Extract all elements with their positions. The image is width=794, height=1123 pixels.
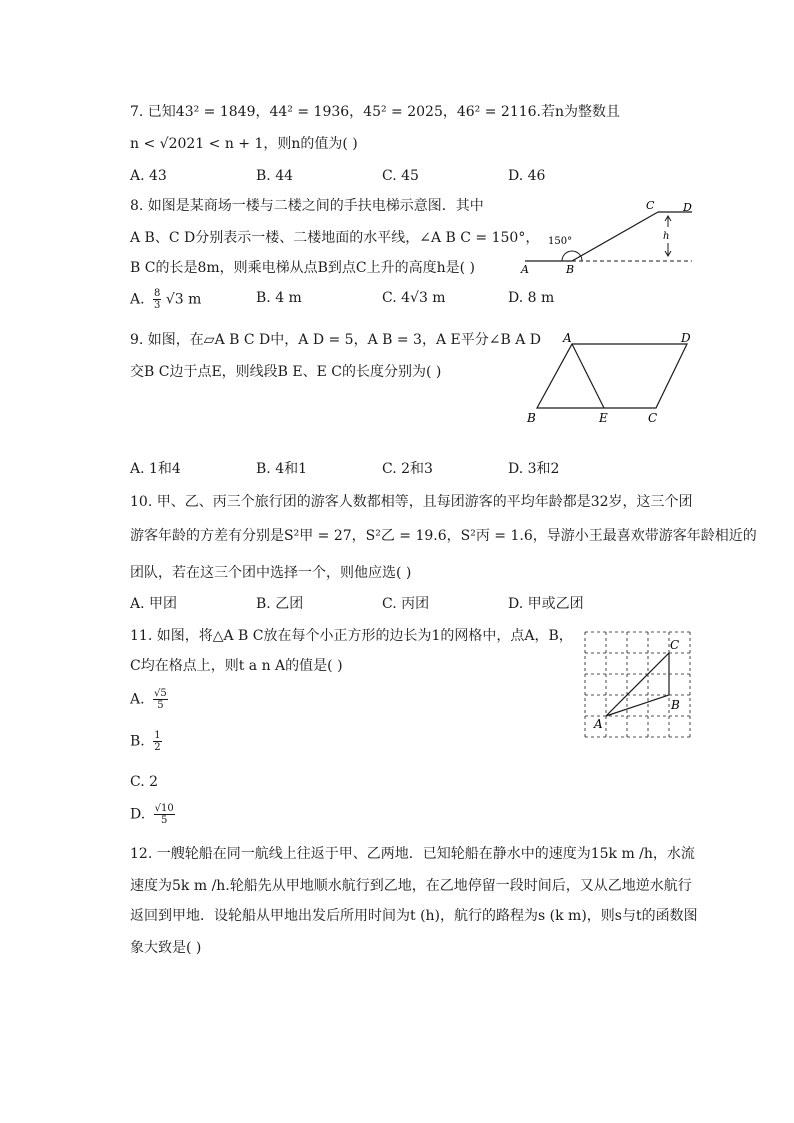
q11-option-d-fraction: $\frac{√10}{5}$ — [154, 803, 174, 826]
q10-option-d[interactable]: D. 甲或乙团 — [508, 596, 584, 612]
q11-option-b-fraction: $\frac{1}{2}$ — [154, 730, 161, 753]
q10-option-c[interactable]: C. 丙团 — [382, 596, 430, 612]
q9-line1: 9. 如图，在▱A B C D中，A D = 5，A B = 3，A E平分∠B A D — [130, 332, 542, 348]
q8-angle-label: 150° — [548, 236, 573, 247]
q11-label-a: A — [594, 717, 603, 731]
q10-line1: 10. 甲、乙、丙三个旅行团的游客人数都相等，且每团游客的平均年龄都是32岁，这三个团 — [130, 494, 693, 510]
q11-option-a[interactable]: A. $\frac{√5}{5}$ — [130, 688, 167, 711]
q11-label-c: C — [670, 638, 680, 652]
q10-option-a[interactable]: A. 甲团 — [130, 596, 178, 612]
q8-label-c: C — [646, 199, 655, 212]
q8-option-d[interactable]: D. 8 m — [508, 290, 555, 306]
q9-option-a[interactable]: A. 1和4 — [130, 461, 181, 477]
q11-option-c[interactable]: C. 2 — [130, 774, 159, 790]
q10-line2: 游客年龄的方差有分别是S²甲 = 27，S²乙 = 19.6，S²丙 = 1.6，导游小王最喜欢带游客年龄相近的 — [130, 528, 757, 544]
q8-line2: A B、C D分别表示一楼、二楼地面的水平线，∠A B C = 150°， — [130, 230, 540, 246]
q9-option-b[interactable]: B. 4和1 — [256, 461, 308, 477]
q9-label-d: D — [681, 331, 691, 345]
q8-label-d: D — [683, 201, 692, 214]
q7-option-d[interactable]: D. 46 — [508, 168, 546, 184]
q12-line3: 返回到甲地．设轮船从甲地出发后所用时间为t (h)，航行的路程为s (k m)，则s与t的函数图 — [130, 908, 698, 924]
q9-option-c[interactable]: C. 2和3 — [382, 461, 433, 477]
q7-option-b[interactable]: B. 44 — [256, 168, 294, 184]
q10-line3: 团队，若在这三个团中选择一个，则他应选( ) — [130, 565, 412, 581]
q11-line1: 11. 如图，将△A B C放在每个小正方形的边长为1的网格中，点A，B， — [130, 628, 573, 644]
q12-line4: 象大致是( ) — [130, 940, 202, 956]
q11-line2: C均在格点上，则t a n A的值是( ) — [130, 658, 343, 674]
q7-option-c[interactable]: C. 45 — [382, 168, 419, 184]
q7-option-a[interactable]: A. 43 — [130, 168, 167, 184]
q12-line1: 12. 一艘轮船在同一航线上往返于甲、乙两地．已知轮船在静水中的速度为15k m /h，水流 — [130, 846, 695, 862]
q8-line1: 8. 如图是某商场一楼与二楼之间的手扶电梯示意图．其中 — [130, 198, 484, 214]
q7-line1: 7. 已知43² = 1849，44² = 1936，45² = 2025，46² = 2116.若n为整数且 — [130, 104, 621, 120]
q8-option-c[interactable]: C. 4√3 m — [382, 290, 446, 306]
q9-label-b: B — [527, 411, 536, 425]
q9-line2: 交B C边于点E，则线段B E、E C的长度分别为( ) — [130, 364, 442, 380]
q8-line3: B C的长是8m，则乘电梯从点B到点C上升的高度h是( ) — [130, 260, 476, 276]
q11-label-b: B — [671, 698, 680, 712]
q11-grid-figure — [580, 627, 696, 743]
q8-option-b[interactable]: B. 4 m — [256, 290, 302, 306]
q11-option-d[interactable]: D. $\frac{√10}{5}$ — [130, 803, 174, 826]
q11-option-a-fraction: $\frac{√5}{5}$ — [154, 688, 167, 711]
q8-label-a: A — [521, 263, 529, 276]
q8-label-b: B — [566, 263, 575, 276]
q12-line2: 速度为5k m /h.轮船先从甲地顺水航行到乙地，在乙地停留一段时间后，又从乙地逆水航行 — [130, 878, 692, 894]
q11-option-b[interactable]: B. $\frac{1}{2}$ — [130, 730, 161, 753]
q8-option-a[interactable]: A. $\frac{8}{3}$ √3 m — [130, 288, 202, 311]
q9-parallelogram-figure — [520, 330, 705, 428]
q8-option-a-fraction: $\frac{8}{3}$ — [154, 288, 161, 311]
q9-label-a: A — [563, 331, 572, 345]
q8-label-h: h — [663, 231, 670, 242]
q10-option-b[interactable]: B. 乙团 — [256, 596, 304, 612]
q9-label-c: C — [648, 411, 658, 425]
q8-escalator-figure — [515, 195, 700, 280]
q9-option-d[interactable]: D. 3和2 — [508, 461, 560, 477]
q9-label-e: E — [599, 411, 608, 425]
q7-line2: n < √2021 < n + 1，则n的值为( ) — [130, 136, 358, 152]
